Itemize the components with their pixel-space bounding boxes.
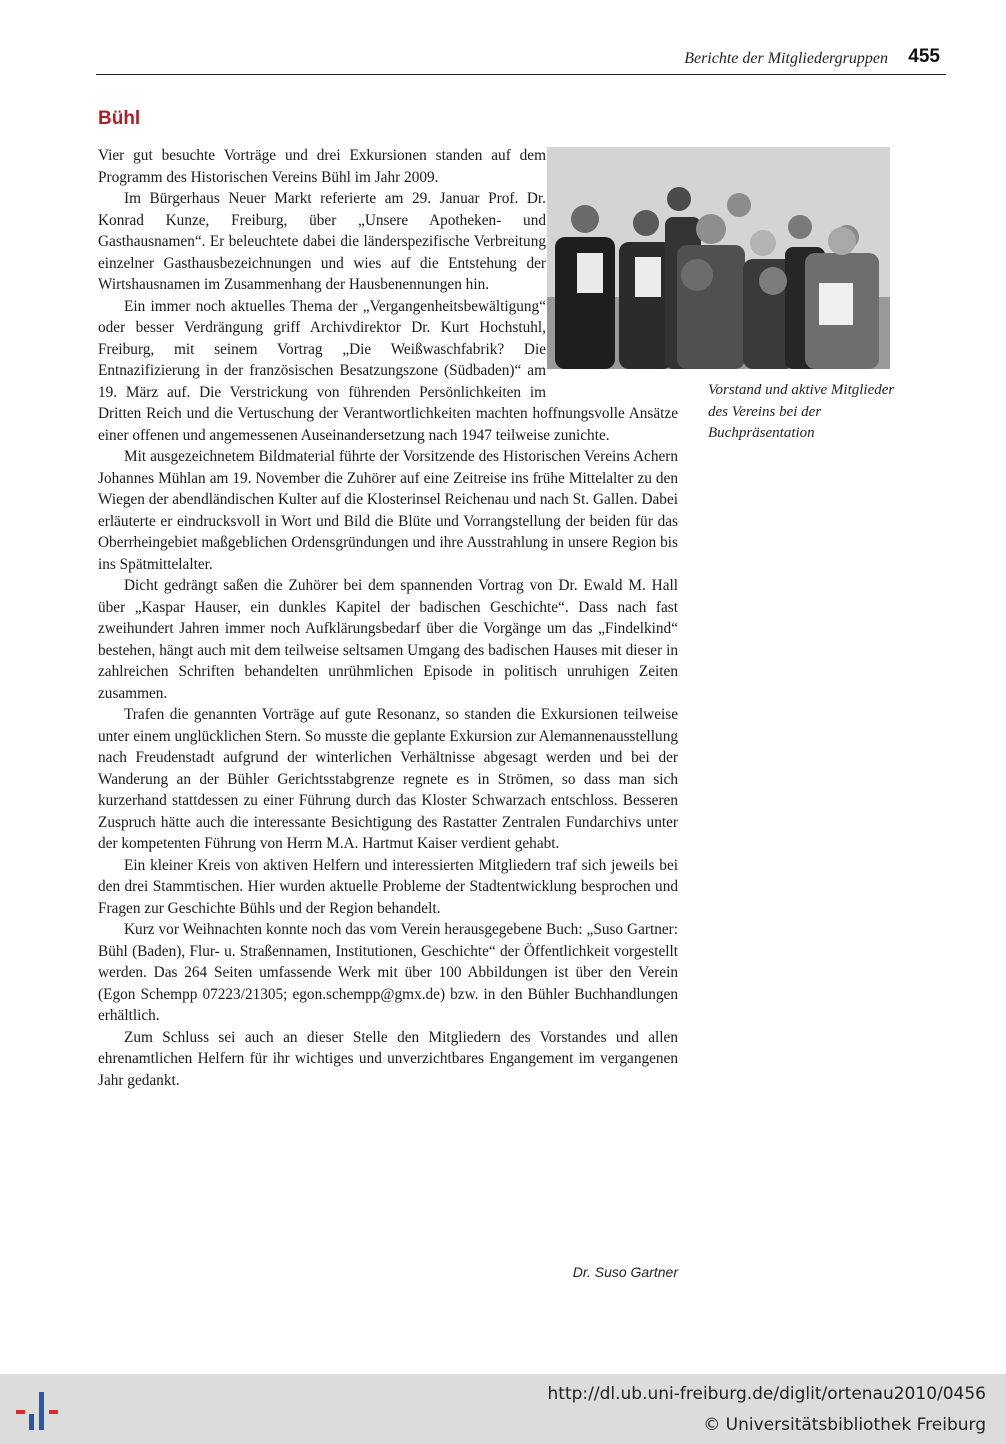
footer-bar bbox=[0, 1374, 1006, 1444]
paragraph-1: Vier gut besuchte Vorträge und drei Exkursionen standen auf dem Programm des Historischen Vereins Bühl im Jahr 2009. bbox=[98, 147, 546, 186]
paragraph-6: Trafen die genannten Vorträge auf gute Resonanz, so standen die Exkursionen teilweise unter einem unglücklichen Stern. So musste die geplante Exkursion zur Alemannenausstellung nach Freudenstadt aufgrund der winterlichen Verhältnisse abgesagt werden und bei der Wanderung an der Bühler Gerichtsstabgrenze regnete es in Strömen, so dass man sich kurzerhand stattdessen zu einer Führung durch das Kloster Schwarzach entschloss. Besseren Zuspruch hätte auch die interessante Besichtigung des Rastatter Zentralen Fundarchivs unter der kompetenten Führung von Herrn M.A. Hartmut Kaiser verdient gehabt. bbox=[98, 706, 678, 852]
paragraph-2: Im Bürgerhaus Neuer Markt referierte am 29. Januar Prof. Dr. Konrad Kunze, Freiburg, über „Unsere Apotheken- und Gasthausnamen“. Er beleuchtete dabei die länderspezifische Verbreitung einzelner Gasthausbezeichnungen und wies auf die Entstehung der Wirtshausnamen im Zusammenhang der Hausbenennungen hin. bbox=[98, 190, 546, 293]
paragraph-5: Dicht gedrängt saßen die Zuhörer bei dem spannenden Vortrag von Dr. Ewald M. Hall über „Kaspar Hauser, ein dunkles Kapitel der badischen Geschichte“. Dass nach fast zweihundert Jahren immer noch Aufklärungsbedarf über die Vorgänge um das „Findelkind“ bestehen, hängt auch mit dem teilweise seltsamen Umgang des badischen Hauses mit dieser in zahlreichen Schriften behandelten unrühmlichen Episode in politisch unruhigen Zeiten zusammen. bbox=[98, 577, 678, 702]
footer-copyright: © Universitätsbibliothek Freiburg bbox=[703, 1415, 986, 1435]
photo-wrap-space bbox=[546, 145, 678, 382]
paragraph-3: Ein immer noch aktuelles Thema der „Vergangenheitsbewältigung“ oder besser Verdrängung griff Archivdirektor Dr. Kurt Hochstuhl, Freiburg, mit seinem Vortrag „Die Weißwaschfabrik? Die Entnazifizierung in der französischen Besatzungszone (Südbaden)“ am 19. März auf. Die Verstrickung von führenden Persönlichkeiten im Dritten Reich und die Vertuschung der Verantwortlichkeiten machten hoffnungsvolle Ansätze einer offenen und angemessenen Auseinandersetzung nach 1947 teilweise zunichte. bbox=[98, 297, 678, 444]
photo-caption: Vorstand und aktive Mitglieder des Vereins bei der Buchpräsentation bbox=[708, 382, 895, 441]
author-signature: Dr. Suso Gartner bbox=[572, 1264, 678, 1280]
footer-url-link[interactable]: http://dl.ub.uni-freiburg.de/diglit/ortenau2010/0456 bbox=[547, 1384, 986, 1404]
page-number: 455 bbox=[908, 46, 940, 67]
paragraph-8: Kurz vor Weihnachten konnte noch das vom Verein herausgegebene Buch: „Suso Gartner: Bühl (Baden), Flur- u. Straßennamen, Institutionen, Geschichte“ der Öffentlichkeit vorgestellt werden. Das 264 Seiten umfassende Werk mit über 100 Abbildungen ist über den Verein (Egon Schempp 07223/21305; egon.schempp@gmx.de) bzw. in den Bühler Buchhandlungen erhältlich. bbox=[98, 921, 678, 1024]
running-header bbox=[96, 46, 946, 75]
paragraph-7: Ein kleiner Kreis von aktiven Helfern und interessierten Mitgliedern traf sich jeweils bei den drei Stammtischen. Hier wurden aktuelle Probleme der Stadtentwicklung besprochen und Fragen zur Geschichte Bühls und der Region behandelt. bbox=[98, 856, 678, 917]
running-title: Berichte der Mitgliedergruppen bbox=[684, 50, 888, 67]
library-logo-icon bbox=[12, 1384, 68, 1434]
article-body bbox=[98, 145, 678, 1091]
paragraph-9: Zum Schluss sei auch an dieser Stelle den Mitgliedern des Vorstandes und allen ehrenamtlichen Helfern für ihr wichtiges und unverzichtbares Engangement im vergangenen Jahr gedankt. bbox=[98, 1028, 678, 1089]
article-title: Bühl bbox=[98, 108, 141, 129]
paragraph-4: Mit ausgezeichnetem Bildmaterial führte der Vorsitzende des Historischen Vereins Achern Johannes Mühlan am 19. November die Zuhörer auf eine Zeitreise ins frühe Mittelalter zu den Wiegen der abendländischen Kulter auf die Klosterinsel Reichenau und nach St. Gallen. Dabei erläuterte er eindrucksvoll in Wort und Bild die Blüte und Vorrangstellung der beiden für das Oberrheingebiet maßgeblichen Ordensgründungen und ihre Ausstrahlung in unsere Region bis ins Spätmittelalter. bbox=[98, 448, 678, 573]
